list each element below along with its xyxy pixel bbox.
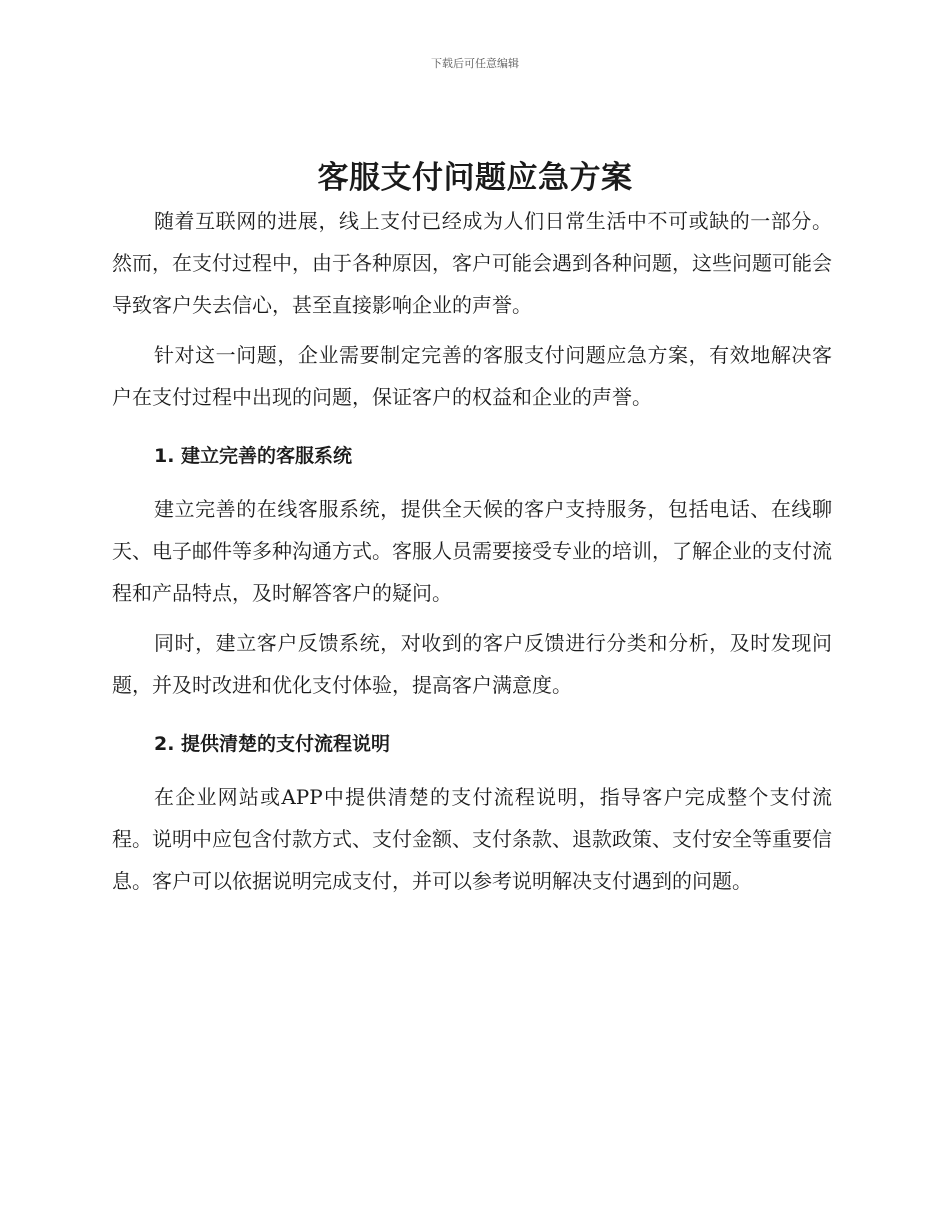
document-body [112, 200, 832, 910]
section-1-paragraph-2: 同时，建立客户反馈系统，对收到的客户反馈进行分类和分析，及时发现问题，并及时改进和优化支付体验，提高客户满意度。 [112, 631, 832, 697]
section-1-paragraph-1: 建立完善的在线客服系统，提供全天候的客户支持服务，包括电话、在线聊天、电子邮件等多种沟通方式。客服人员需要接受专业的培训，了解企业的支付流程和产品特点，及时解答客户的疑问。 [112, 497, 832, 605]
section-2-paragraph-1: 在企业网站或APP中提供清楚的支付流程说明，指导客户完成整个支付流程。说明中应包含付款方式、支付金额、支付条款、退款政策、支付安全等重要信息。客户可以依据说明完成支付，并可以参考说明解决支付遇到的问题。 [112, 785, 832, 893]
document-title: 客服支付问题应急方案 [317, 160, 633, 196]
intro-paragraph-1: 随着互联网的进展，线上支付已经成为人们日常生活中不可或缺的一部分。然而，在支付过程中，由于各种原因，客户可能会遇到各种问题，这些问题可能会导致客户失去信心，甚至直接影响企业的声誉。 [112, 209, 832, 317]
section-heading-2: 2. 提供清楚的支付流程说明 [154, 733, 391, 755]
page-header-note: 下载后可任意编辑 [431, 57, 519, 70]
intro-paragraph-2: 针对这一问题，企业需要制定完善的客服支付问题应急方案，有效地解决客户在支付过程中出现的问题，保证客户的权益和企业的声誉。 [112, 343, 832, 409]
section-heading-1: 1. 建立完善的客服系统 [154, 445, 353, 467]
